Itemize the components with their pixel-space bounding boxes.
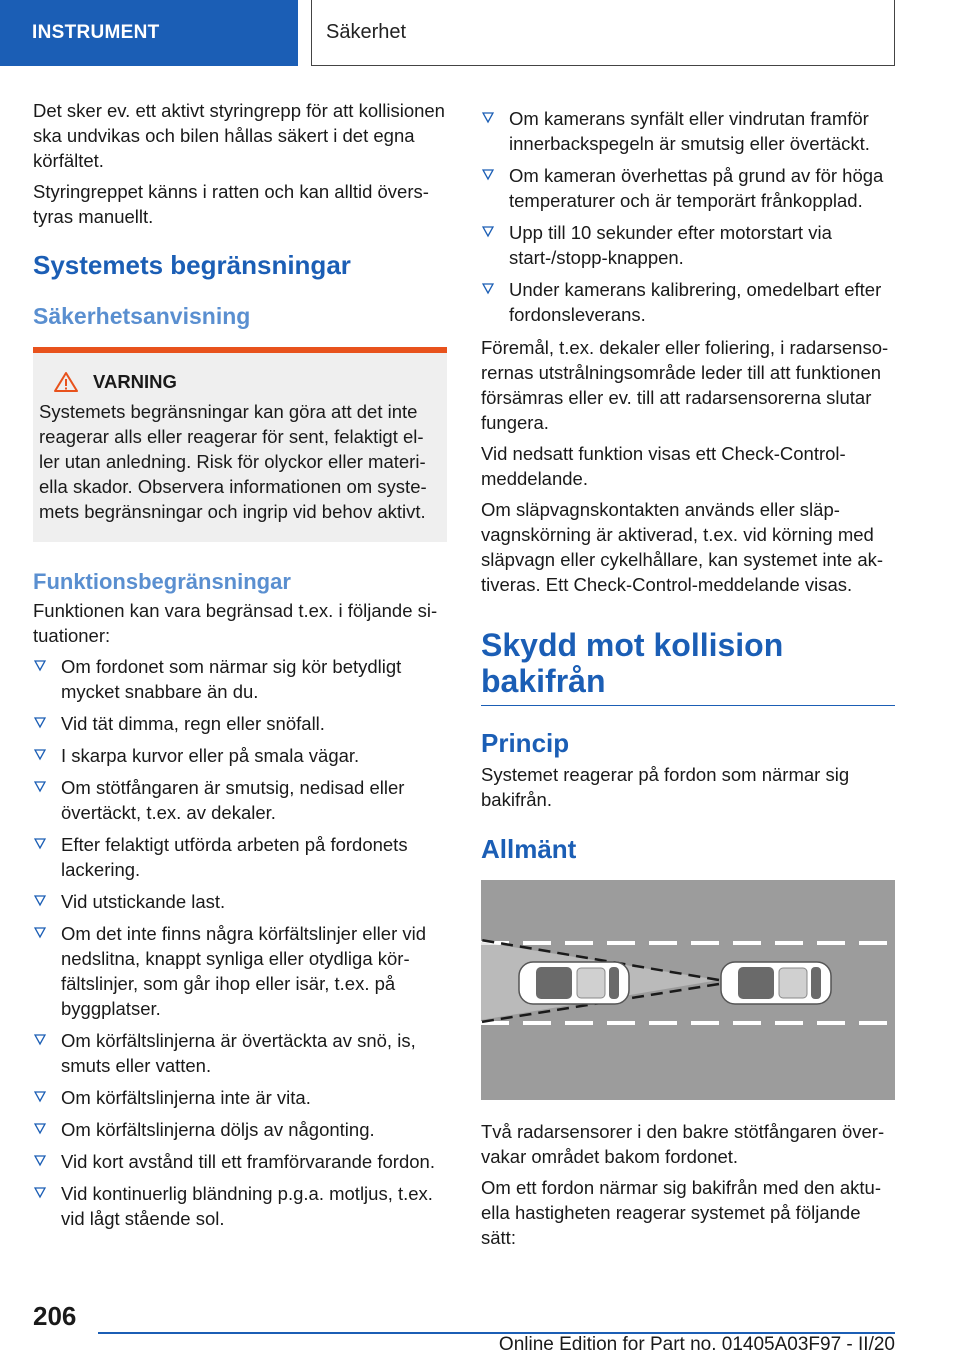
- triangle-bullet-icon: [482, 226, 494, 238]
- list-item: Om kamerans synfält eller vindrutan framför innerbackspegeln är smutsig eller övertäckt.: [481, 106, 895, 156]
- triangle-bullet-icon: [34, 1155, 46, 1167]
- list-item: Om körfältslinjerna inte är vita.: [33, 1085, 447, 1110]
- list-item: Vid kort avstånd till ett framförvarande fordon.: [33, 1149, 447, 1174]
- function-intro: Funktionen kan vara begränsad t.ex. i följande situationer:: [33, 600, 438, 646]
- list-item: Vid tät dimma, regn eller snöfall.: [33, 711, 447, 736]
- triangle-bullet-icon: [482, 283, 494, 295]
- paragraph: Om släpvagnskontakten används eller släpvagnskörning är aktiverad, t.ex. vid körning med släpvagn eller cykelhållare, kan systemet inte aktiveras. Ett Check-Control-meddelande visas.: [481, 499, 884, 595]
- triangle-bullet-icon: [34, 1187, 46, 1199]
- limitations-list: [33, 654, 447, 1231]
- triangle-bullet-icon: [34, 1123, 46, 1135]
- paragraph: Två radarsensorer i den bakre stötfångaren övervakar området bakom fordonet.: [481, 1121, 885, 1167]
- section-label: INSTRUMENT: [32, 22, 160, 43]
- triangle-bullet-icon: [482, 169, 494, 181]
- heading-limits: Systemets begränsningar: [33, 250, 351, 280]
- triangle-bullet-icon: [34, 717, 46, 729]
- triangle-bullet-icon: [34, 838, 46, 850]
- heading-rear-collision: Skydd mot kollision bakifrån: [481, 627, 895, 706]
- paragraph: Föremål, t.ex. dekaler eller foliering, i radarsensorernas utstrålningsområde leder till att funktionen försämras eller ev. till att radarsensorerna slutar fungera.: [481, 337, 889, 433]
- triangle-bullet-icon: [34, 927, 46, 939]
- triangle-bullet-icon: [34, 1034, 46, 1046]
- warning-title-text: VARNING: [93, 371, 177, 392]
- own-car-icon: [721, 962, 831, 1004]
- list-item: Upp till 10 sekunder efter motorstart via start-/stopp-knappen.: [481, 220, 895, 270]
- paragraph: Om ett fordon närmar sig bakifrån med den aktuella hastigheten reagerar systemet på följande sätt:: [481, 1177, 882, 1248]
- heading-principle: Princip: [481, 728, 570, 758]
- warning-box: [33, 347, 447, 542]
- list-item: Vid utstickande last.: [33, 889, 447, 914]
- following-car-icon: [519, 962, 629, 1004]
- page-number: 206: [33, 1301, 77, 1331]
- chapter-tab: [311, 0, 895, 66]
- warning-triangle-icon: [53, 371, 79, 393]
- list-item: I skarpa kurvor eller på smala vägar.: [33, 743, 447, 768]
- list-item: Under kamerans kalibrering, omedelbart efter fordonsleverans.: [481, 277, 895, 327]
- paragraph: Vid nedsatt funktion visas ett Check-Control-meddelande.: [481, 443, 846, 489]
- triangle-bullet-icon: [34, 781, 46, 793]
- triangle-bullet-icon: [34, 1091, 46, 1103]
- triangle-bullet-icon: [482, 112, 494, 124]
- left-column: [33, 98, 447, 1239]
- limitations-list-continued: [481, 106, 895, 327]
- triangle-bullet-icon: [34, 749, 46, 761]
- chapter-label: Säkerhet: [326, 21, 407, 43]
- list-item: Om det inte finns några körfältslinjer eller vid nedslitna, knappt synliga eller otydliga körfältslinjer, som går ihop eller isär, t.ex. på byggplatser.: [33, 921, 447, 1021]
- principle-text: Systemet reagerar på fordon som närmar sig bakifrån.: [481, 764, 850, 810]
- list-item: Om fordonet som närmar sig kör betydligt mycket snabbare än du.: [33, 654, 447, 704]
- triangle-bullet-icon: [34, 660, 46, 672]
- triangle-bullet-icon: [34, 895, 46, 907]
- intro-paragraph: Det sker ev. ett aktivt styringrepp för att kollisionen ska undvikas och bilen hållas säkert i det egna körfältet.: [33, 100, 445, 171]
- warning-title: [39, 371, 437, 393]
- section-tab: [0, 0, 298, 66]
- list-item: Om stötfångaren är smutsig, nedisad eller övertäckt, t.ex. av dekaler.: [33, 775, 447, 825]
- rear-radar-diagram: [481, 880, 895, 1100]
- heading-general: Allmänt: [481, 834, 577, 864]
- right-column: [481, 98, 895, 1256]
- list-item: Om kameran överhettas på grund av för höga temperaturer och är temporärt frånkopplad.: [481, 163, 895, 213]
- heading-safety: Säkerhetsanvisning: [33, 303, 251, 329]
- list-item: Efter felaktigt utförda arbeten på fordonets lackering.: [33, 832, 447, 882]
- list-item: Om körfältslinjerna döljs av någonting.: [33, 1117, 447, 1142]
- list-item: Om körfältslinjerna är övertäckta av snö, is, smuts eller vatten.: [33, 1028, 447, 1078]
- intro-paragraph: Styringreppet känns i ratten och kan alltid överstyras manuellt.: [33, 181, 429, 227]
- heading-function-limits: Funktionsbegränsningar: [33, 569, 291, 594]
- footer-edition: Online Edition for Part no. 01405A03F97 - II/20: [498, 1334, 895, 1355]
- warning-text: Systemets begränsningar kan göra att det inte reagerar alls eller reagerar för sent, felaktigt eller utan anledning. Risk för olyckor eller materiella skador. Observera informationen om systemets begränsningar och ingrip vid behov aktivt.: [39, 401, 427, 522]
- list-item: Vid kontinuerlig bländning p.g.a. motljus, t.ex. vid lågt stående sol.: [33, 1181, 447, 1231]
